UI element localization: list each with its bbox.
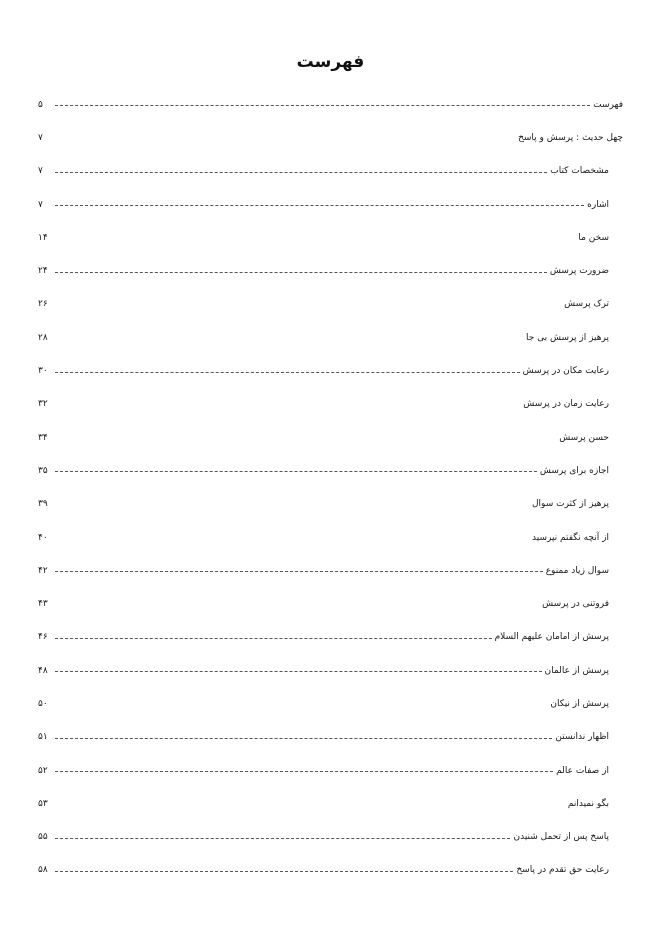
toc-leader-dots [55, 771, 553, 772]
toc-entry[interactable] [38, 155, 623, 188]
toc-entry-label[interactable]: رعایت مکان در پرسش [522, 366, 609, 377]
toc-entry-label[interactable]: چهل حدیث : پرسش و پاسخ [518, 132, 623, 143]
toc-entry-page-number: ۴۲ [38, 565, 48, 576]
toc-leader-dots [55, 571, 543, 572]
toc-entry[interactable] [38, 754, 623, 787]
toc-leader-dots [55, 638, 492, 639]
toc-entry-label[interactable]: اظهار ندانستن [555, 732, 609, 743]
toc-entry-page-number: ۳۲ [38, 399, 48, 410]
toc-entry-label[interactable]: بگو نمیدانم [567, 798, 609, 809]
toc-leader-dots [55, 804, 565, 805]
toc-entry-page-number: ۲۴ [38, 266, 48, 277]
toc-entry[interactable] [38, 121, 623, 154]
toc-entry-label[interactable]: پاسخ پس از تحمل شنیدن [513, 832, 609, 843]
toc-leader-dots [55, 172, 547, 173]
toc-leader-dots [55, 238, 575, 239]
toc-entry-page-number: ۱۴ [38, 232, 48, 243]
toc-entry-page-number: ۳۰ [38, 366, 48, 377]
toc-entry-label[interactable]: از آنچه نگفتم نپرسید [532, 532, 609, 543]
toc-entry-label[interactable]: رعایت حق تقدم در پاسخ [516, 865, 609, 876]
toc-entry-label[interactable]: پرسش از نیکان [550, 698, 609, 709]
toc-entry-page-number: ۲۶ [38, 299, 48, 310]
toc-entry-label[interactable]: فروتنی در پرسش [542, 599, 609, 610]
toc-entry-label[interactable]: ضرورت پرسش [549, 266, 609, 277]
toc-entry-page-number: ۵ [38, 99, 43, 110]
toc-entry[interactable] [38, 721, 623, 754]
toc-entry[interactable] [38, 821, 623, 854]
toc-entry-label[interactable]: سوال زیاد ممنوع [545, 565, 609, 576]
toc-leader-dots [55, 438, 556, 439]
toc-leader-dots [55, 704, 547, 705]
toc-leader-dots [55, 605, 539, 606]
toc-entry-page-number: ۴۳ [38, 599, 48, 610]
toc-entry-label[interactable]: پرهیز از پرسش بی جا [526, 332, 609, 343]
toc-entry-page-number: ۷ [38, 132, 43, 143]
toc-leader-dots [55, 471, 537, 472]
toc-entry-label[interactable]: اشاره [587, 199, 609, 210]
toc-entry-page-number: ۵۱ [38, 732, 48, 743]
toc-entry[interactable] [38, 454, 623, 487]
toc-entry[interactable] [38, 421, 623, 454]
toc-leader-dots [55, 138, 515, 139]
toc-leader-dots [55, 505, 529, 506]
toc-entry[interactable] [38, 854, 623, 887]
toc-entry-page-number: ۴۰ [38, 532, 48, 543]
toc-entry-page-number: ۵۳ [38, 798, 48, 809]
toc-entry[interactable] [38, 388, 623, 421]
toc-leader-dots [55, 305, 561, 306]
toc-entry[interactable] [38, 488, 623, 521]
toc-entry-label[interactable]: پرسش از امامان علیهم السلام [494, 632, 609, 643]
toc-entry-page-number: ۷ [38, 166, 43, 177]
toc-entry-label[interactable]: پرسش از عالمان [544, 665, 609, 676]
toc-entry[interactable] [38, 221, 623, 254]
toc-leader-dots [55, 338, 523, 339]
toc-entry[interactable] [38, 687, 623, 720]
toc-entry-page-number: ۳۹ [38, 499, 48, 510]
toc-entry[interactable] [38, 621, 623, 654]
toc-entry-label[interactable]: فهرست [593, 99, 623, 110]
toc-entry[interactable] [38, 88, 623, 121]
toc-leader-dots [55, 838, 510, 839]
toc-entry-label[interactable]: از صفات عالم [556, 765, 609, 776]
toc-leader-dots [55, 738, 552, 739]
toc-entry[interactable] [38, 188, 623, 221]
toc-entry-page-number: ۴۶ [38, 632, 48, 643]
toc-entry[interactable] [38, 654, 623, 687]
toc-entry-label[interactable]: حسن پرسش [559, 432, 609, 443]
toc-leader-dots [55, 105, 590, 106]
toc-entry-page-number: ۴۸ [38, 665, 48, 676]
toc-entry[interactable] [38, 254, 623, 287]
toc-entry-label[interactable]: پرهیز از کثرت سوال [532, 499, 609, 510]
toc-entry-label[interactable]: ترک پرسش [564, 299, 609, 310]
toc-entry[interactable] [38, 321, 623, 354]
toc-entry[interactable] [38, 587, 623, 620]
toc-entry-page-number: ۵۵ [38, 832, 48, 843]
toc-leader-dots [55, 205, 584, 206]
toc-entry-label[interactable]: اجازه برای پرسش [539, 465, 609, 476]
toc-leader-dots [55, 671, 542, 672]
toc-leader-dots [55, 405, 520, 406]
toc-entry-page-number: ۳۴ [38, 432, 48, 443]
toc-entry-label[interactable]: سخن ما [578, 232, 609, 243]
toc-leader-dots [55, 538, 529, 539]
table-of-contents [38, 88, 623, 887]
toc-entry-page-number: ۵۸ [38, 865, 48, 876]
toc-entry[interactable] [38, 288, 623, 321]
toc-leader-dots [55, 272, 547, 273]
toc-entry-page-number: ۲۸ [38, 332, 48, 343]
toc-entry-label[interactable]: رعایت زمان در پرسش [523, 399, 609, 410]
toc-entry-page-number: ۵۰ [38, 698, 48, 709]
toc-entry-page-number: ۳۵ [38, 465, 48, 476]
toc-entry-page-number: ۷ [38, 199, 43, 210]
toc-entry[interactable] [38, 521, 623, 554]
toc-leader-dots [55, 372, 520, 373]
toc-entry-page-number: ۵۲ [38, 765, 48, 776]
toc-entry-label[interactable]: مشخصات کتاب [550, 166, 609, 177]
toc-leader-dots [55, 871, 513, 872]
page-title: فهرست [296, 52, 365, 72]
toc-entry[interactable] [38, 354, 623, 387]
toc-entry[interactable] [38, 554, 623, 587]
toc-entry[interactable] [38, 787, 623, 820]
